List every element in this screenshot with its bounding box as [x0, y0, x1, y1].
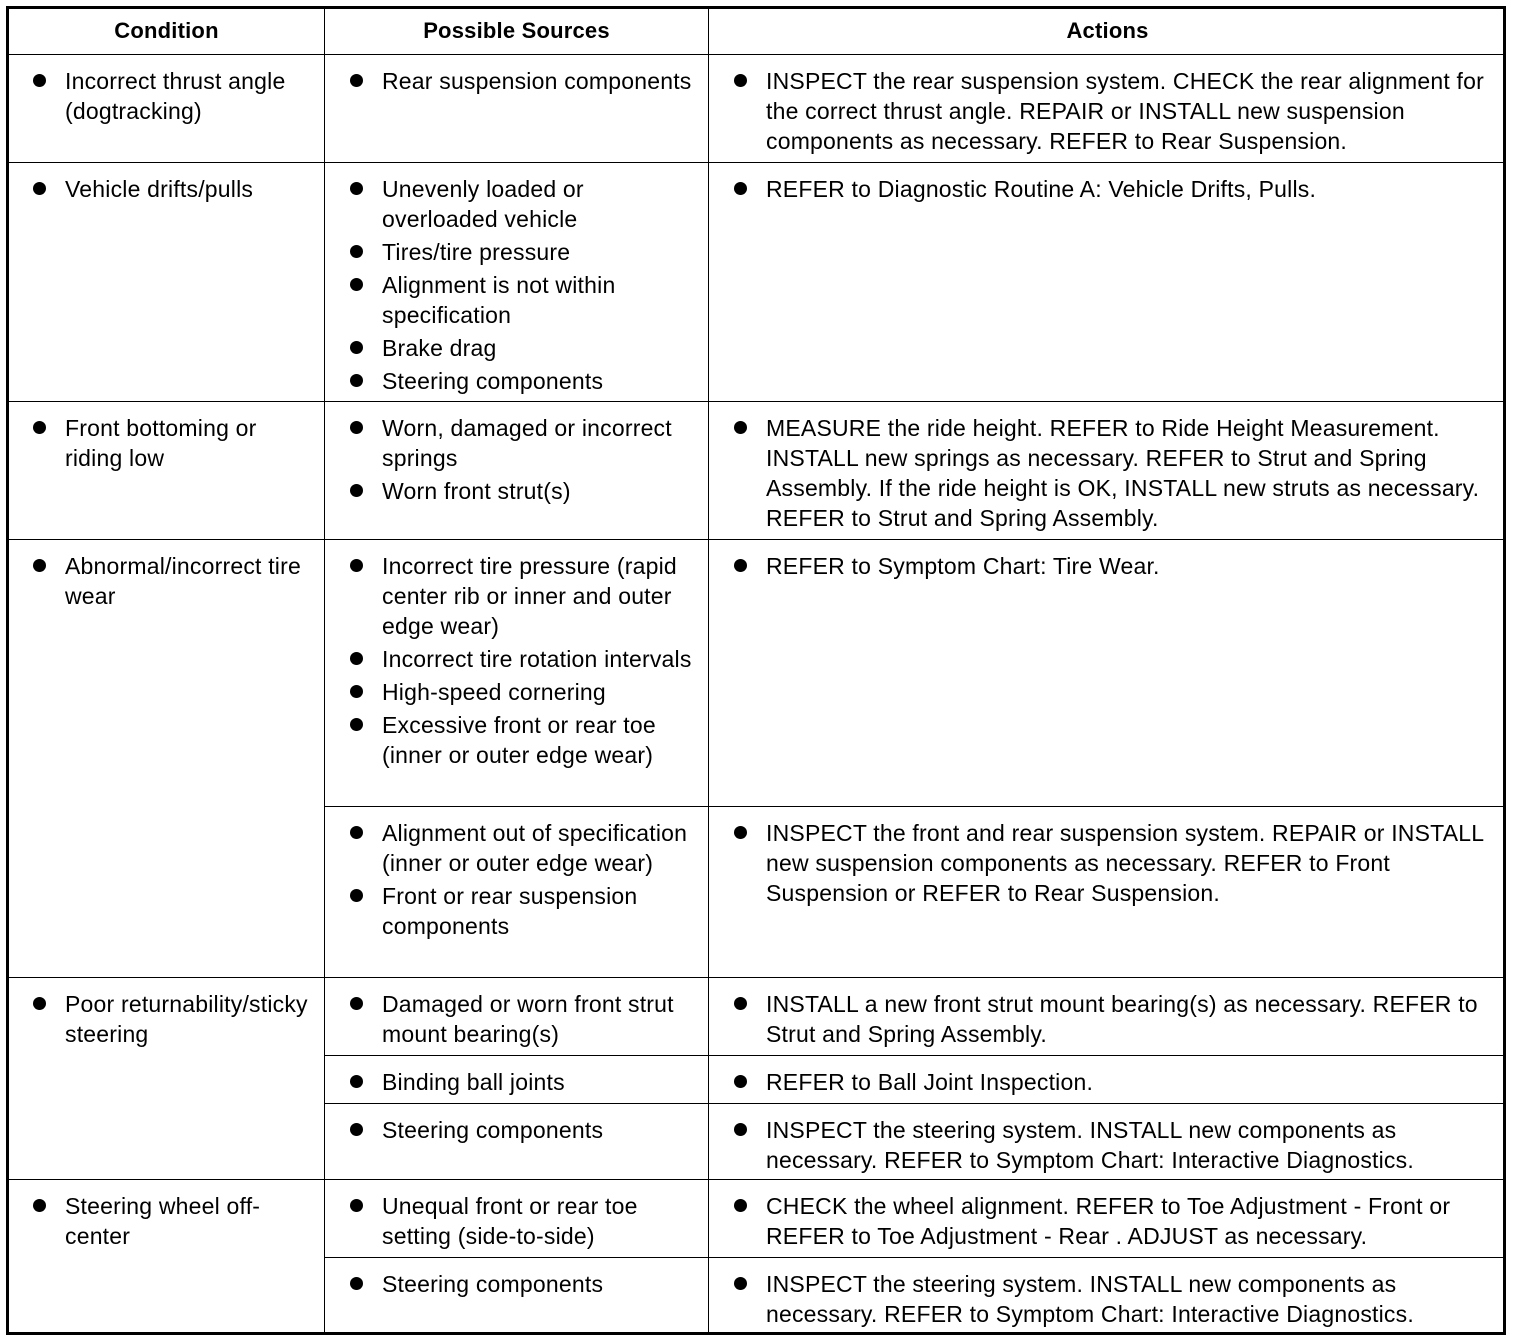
bullet-icon — [350, 1277, 363, 1290]
condition-item-text: Vehicle drifts/pulls — [65, 176, 254, 202]
source-item-text: Worn front strut(s) — [382, 478, 571, 504]
sources-cell — [325, 807, 709, 978]
condition-item — [65, 66, 314, 126]
source-item — [382, 1067, 700, 1097]
condition-item — [65, 413, 314, 473]
source-item-text: Unequal front or rear toe setting (side-to-side) — [382, 1193, 638, 1249]
bullet-icon — [350, 74, 363, 87]
condition-cell — [9, 978, 325, 1180]
source-item-list — [325, 540, 708, 770]
bullet-icon — [33, 74, 46, 87]
sources-cell — [325, 540, 709, 807]
condition-item — [65, 174, 314, 204]
action-item-text: INSPECT the front and rear suspension system. REPAIR or INSTALL new suspension components as necessary. REFER to Front Suspension or REFER to Rear Suspension. — [766, 820, 1484, 906]
condition-cell — [9, 540, 325, 978]
source-item-list — [325, 978, 708, 1049]
actions-cell — [709, 540, 1506, 807]
source-item-text: Alignment is not within specification — [382, 272, 616, 328]
actions-cell — [709, 1056, 1506, 1104]
source-item-text: High-speed cornering — [382, 679, 606, 705]
action-item-list — [709, 807, 1506, 908]
action-item — [766, 818, 1500, 908]
source-item — [382, 413, 700, 473]
header-actions: Actions — [709, 9, 1506, 55]
action-item-list — [709, 55, 1506, 156]
bullet-icon — [734, 826, 747, 839]
source-item-list — [325, 807, 708, 941]
source-item-text: Tires/tire pressure — [382, 239, 571, 265]
condition-item-list — [9, 402, 324, 473]
condition-item-text: Front bottoming or riding low — [65, 415, 257, 471]
source-item — [382, 551, 700, 641]
source-item-text: Unevenly loaded or overloaded vehicle — [382, 176, 584, 232]
condition-item — [65, 1191, 314, 1251]
source-item — [382, 366, 700, 396]
bullet-icon — [350, 826, 363, 839]
bullet-icon — [734, 74, 747, 87]
source-item — [382, 174, 700, 234]
action-item — [766, 1115, 1500, 1175]
bullet-icon — [350, 1075, 363, 1088]
sources-cell — [325, 1056, 709, 1104]
source-item — [382, 1191, 700, 1251]
condition-item — [65, 551, 314, 611]
action-item-list — [709, 1104, 1506, 1175]
source-item — [382, 881, 700, 941]
condition-item — [65, 989, 314, 1049]
bullet-icon — [33, 1199, 46, 1212]
action-item-text: INSPECT the steering system. INSTALL new components as necessary. REFER to Symptom Chart: Interactive Diagnostics. — [766, 1117, 1414, 1173]
actions-cell — [709, 807, 1506, 978]
action-item-text: MEASURE the ride height. REFER to Ride Height Measurement. INSTALL new springs as necessary. REFER to Strut and Spring Assembly. If the ride height is OK, INSTALL new struts as necessary. REFER to Strut and Spring Assembly. — [766, 415, 1480, 531]
source-item-text: Incorrect tire pressure (rapid center rib or inner and outer edge wear) — [382, 553, 677, 639]
source-item — [382, 644, 700, 674]
bullet-icon — [350, 1199, 363, 1212]
source-item-text: Excessive front or rear toe (inner or outer edge wear) — [382, 712, 656, 768]
bullet-icon — [734, 1199, 747, 1212]
bullet-icon — [734, 182, 747, 195]
source-item-text: Rear suspension components — [382, 68, 692, 94]
condition-cell — [9, 55, 325, 163]
bullet-icon — [734, 997, 747, 1010]
source-item-text: Brake drag — [382, 335, 497, 361]
header-condition: Condition — [9, 9, 325, 55]
source-item-list — [325, 55, 708, 96]
action-item-text: REFER to Diagnostic Routine A: Vehicle Drifts, Pulls. — [766, 176, 1317, 202]
bullet-icon — [350, 1123, 363, 1136]
bullet-icon — [350, 421, 363, 434]
actions-cell — [709, 1258, 1506, 1335]
source-item — [382, 989, 700, 1049]
action-item — [766, 1067, 1500, 1097]
action-item — [766, 1269, 1500, 1329]
source-item-list — [325, 1180, 708, 1251]
actions-cell — [709, 1104, 1506, 1180]
bullet-icon — [734, 1075, 747, 1088]
bullet-icon — [350, 718, 363, 731]
action-item-text: INSTALL a new front strut mount bearing(s) as necessary. REFER to Strut and Spring Assembly. — [766, 991, 1478, 1047]
bullet-icon — [33, 421, 46, 434]
action-item-list — [709, 1056, 1506, 1097]
bullet-icon — [734, 421, 747, 434]
actions-cell — [709, 402, 1506, 540]
actions-cell — [709, 1180, 1506, 1258]
condition-item-text: Abnormal/incorrect tire wear — [65, 553, 301, 609]
action-item-text: REFER to Symptom Chart: Tire Wear. — [766, 553, 1160, 579]
bullet-icon — [734, 559, 747, 572]
bullet-icon — [734, 1123, 747, 1136]
sources-cell — [325, 402, 709, 540]
source-item-list — [325, 402, 708, 506]
header-possible-sources: Possible Sources — [325, 9, 709, 55]
source-item — [382, 476, 700, 506]
source-item-text: Front or rear suspension components — [382, 883, 638, 939]
condition-item-list — [9, 1180, 324, 1251]
actions-cell — [709, 55, 1506, 163]
condition-cell — [9, 402, 325, 540]
source-item — [382, 677, 700, 707]
source-item — [382, 66, 700, 96]
bullet-icon — [350, 685, 363, 698]
bullet-icon — [350, 182, 363, 195]
action-item-text: CHECK the wheel alignment. REFER to Toe Adjustment - Front or REFER to Toe Adjustment - Rear . ADJUST as necessary. — [766, 1193, 1451, 1249]
sources-cell — [325, 55, 709, 163]
actions-cell — [709, 163, 1506, 402]
action-item — [766, 413, 1500, 533]
source-item-text: Binding ball joints — [382, 1069, 565, 1095]
source-item-text: Steering components — [382, 368, 604, 394]
condition-item-list — [9, 540, 324, 611]
action-item-list — [709, 1180, 1506, 1251]
condition-cell — [9, 163, 325, 402]
source-item — [382, 270, 700, 330]
source-item-list — [325, 163, 708, 396]
action-item-list — [709, 163, 1506, 204]
sources-cell — [325, 1104, 709, 1180]
bullet-icon — [350, 559, 363, 572]
condition-item-list — [9, 163, 324, 204]
source-item-list — [325, 1056, 708, 1097]
actions-cell — [709, 978, 1506, 1056]
bullet-icon — [33, 182, 46, 195]
sources-cell — [325, 1258, 709, 1335]
symptom-chart-table — [6, 6, 1506, 1335]
bullet-icon — [350, 341, 363, 354]
source-item — [382, 1269, 700, 1299]
source-item-text: Incorrect tire rotation intervals — [382, 646, 692, 672]
source-item — [382, 1115, 700, 1145]
action-item-text: INSPECT the rear suspension system. CHECK the rear alignment for the correct thrust angle. REPAIR or INSTALL new suspension components as necessary. REFER to Rear Suspension. — [766, 68, 1484, 154]
condition-cell — [9, 1180, 325, 1335]
bullet-icon — [350, 652, 363, 665]
source-item-text: Steering components — [382, 1271, 604, 1297]
source-item-list — [325, 1104, 708, 1145]
sources-cell — [325, 163, 709, 402]
source-item-text: Damaged or worn front strut mount bearing(s) — [382, 991, 674, 1047]
action-item — [766, 551, 1500, 581]
bullet-icon — [734, 1277, 747, 1290]
source-item — [382, 333, 700, 363]
bullet-icon — [350, 484, 363, 497]
source-item — [382, 710, 700, 770]
bullet-icon — [33, 559, 46, 572]
source-item-text: Steering components — [382, 1117, 604, 1143]
bullet-icon — [350, 997, 363, 1010]
action-item-list — [709, 540, 1506, 581]
source-item — [382, 818, 700, 878]
condition-item-text: Poor returnability/sticky steering — [65, 991, 308, 1047]
condition-item-text: Steering wheel off-center — [65, 1193, 261, 1249]
sources-cell — [325, 1180, 709, 1258]
source-item-text: Worn, damaged or incorrect springs — [382, 415, 672, 471]
condition-item-list — [9, 978, 324, 1049]
condition-item-list — [9, 55, 324, 126]
action-item — [766, 66, 1500, 156]
source-item — [382, 237, 700, 267]
action-item-text: REFER to Ball Joint Inspection. — [766, 1069, 1094, 1095]
action-item-list — [709, 978, 1506, 1049]
source-item-text: Alignment out of specification (inner or outer edge wear) — [382, 820, 688, 876]
action-item — [766, 174, 1500, 204]
condition-item-text: Incorrect thrust angle (dogtracking) — [65, 68, 286, 124]
action-item — [766, 1191, 1500, 1251]
action-item-list — [709, 1258, 1506, 1329]
bullet-icon — [350, 278, 363, 291]
action-item-text: INSPECT the steering system. INSTALL new components as necessary. REFER to Symptom Chart: Interactive Diagnostics. — [766, 1271, 1414, 1327]
bullet-icon — [350, 889, 363, 902]
action-item-list — [709, 402, 1506, 533]
bullet-icon — [350, 374, 363, 387]
sources-cell — [325, 978, 709, 1056]
bullet-icon — [33, 997, 46, 1010]
source-item-list — [325, 1258, 708, 1299]
action-item — [766, 989, 1500, 1049]
bullet-icon — [350, 245, 363, 258]
